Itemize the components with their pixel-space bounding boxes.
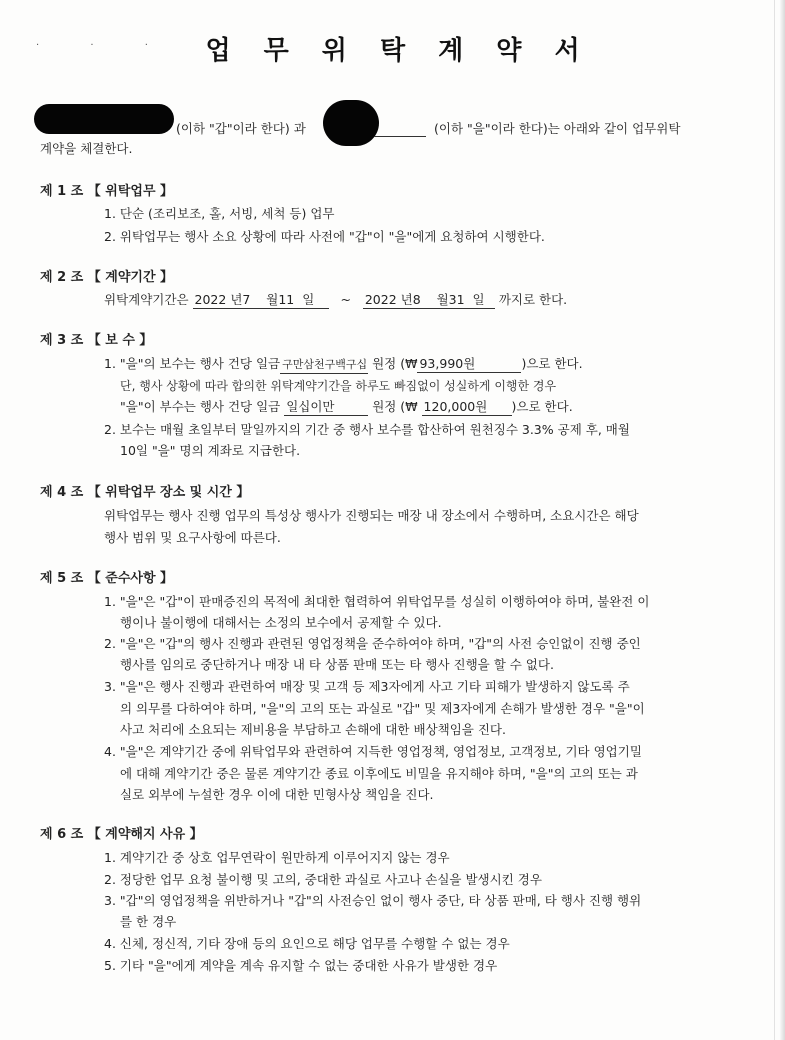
article-5-line-4: 행사를 임의로 중단하거나 매장 내 타 상품 판매 또는 타 행사 진행을 할 수 없다.: [120, 657, 554, 672]
article-5-line-8: 4. "을"은 계약기간 중에 위탁업무와 관련하여 지득한 영업정책, 영업정보, 고객정보, 기타 영업기밀: [104, 744, 642, 759]
article-4-line-2: 행사 범위 및 요구사항에 따른다.: [104, 530, 281, 545]
contract-end-date: 2022 년8 월31 일: [363, 292, 495, 309]
fee-amount-words: 구만삼천구백구십: [280, 357, 368, 374]
article-5-line-5: 3. "을"은 행사 진행과 관련하여 매장 및 고객 등 제3자에게 사고 기타 피해가 발생하지 않도록 주: [104, 679, 630, 694]
article-1-item-2: 2. 위탁업무는 행사 소요 상황에 따라 사전에 "갑"이 "을"에게 요청하여 시행한다.: [104, 229, 545, 244]
document-title: 업 무 위 탁 계 약 서: [205, 36, 592, 66]
redacted-party-b: [323, 100, 379, 146]
article-5-line-9: 에 대해 계약기간 중은 물론 계약기간 종료 이후에도 비밀을 유지해야 하며, "을"의 고의 또는 과: [120, 766, 638, 781]
article-5-heading: 제 5 조 【 준수사항 】: [40, 571, 174, 586]
bonus-amount-words: 일십이만: [284, 399, 368, 416]
article-5-line-7: 사고 처리에 소요되는 제비용을 부담하고 손해에 대한 배상책임을 진다.: [120, 722, 506, 737]
article-1-heading: 제 1 조 【 위탁업무 】: [40, 184, 174, 199]
fee-line-5: 10일 "을" 명의 계좌로 지급한다.: [120, 443, 301, 458]
intro-party-b-suffix: (이하 "을"이라 한다)는 아래와 같이 업무위탁: [434, 121, 681, 136]
contract-period-tail: 까지로 한다.: [498, 292, 568, 307]
intro-party-a-suffix: (이하 "갑"이라 한다) 과: [176, 121, 306, 136]
article-5-line-1: 1. "을"은 "갑"이 판매증진의 목적에 최대한 협력하여 위탁업무를 성실히 이행하여야 하며, 불완전 이: [104, 594, 650, 609]
article-6-line-6: 5. 기타 "을"에게 계약을 계속 유지할 수 없는 중대한 사유가 발생한 경우: [104, 958, 498, 973]
bonus-amount: 120,000원: [422, 399, 512, 416]
fee-line-1: 1. "을"의 보수는 행사 건당 일금 구만삼천구백구십 원정 (₩ 93,990원 )으로 한다.: [104, 356, 583, 374]
article-4-line-1: 위탁업무는 행사 진행 업무의 특성상 행사가 진행되는 매장 내 장소에서 수행하며, 소요시간은 해당: [104, 508, 639, 523]
contract-period-line: [104, 292, 567, 309]
redacted-party-a: [34, 104, 174, 134]
article-5-line-10: 실로 외부에 누설한 경우 이에 대한 민형사상 책임을 진다.: [120, 787, 434, 802]
scan-edge-shadow: [779, 0, 785, 1040]
article-4-heading: 제 4 조 【 위탁업무 장소 및 시간 】: [40, 485, 250, 500]
article-6-line-1: 1. 계약기간 중 상호 업무연락이 원만하게 이루어지지 않는 경우: [104, 850, 450, 865]
article-5-line-2: 행이나 불이행에 대해서는 소정의 보수에서 공제할 수 있다.: [120, 615, 442, 630]
article-6-line-4: 를 한 경우: [120, 914, 177, 929]
scan-speck: · · ·: [36, 40, 172, 51]
fee-amount: 93,990원: [417, 356, 521, 373]
date-range-tilde: ~: [340, 292, 351, 307]
article-2-heading: 제 2 조 【 계약기간 】: [40, 270, 174, 285]
fee-line-3: "을"이 부수는 행사 건당 일금 일십이만 원정 (₩ 120,000원 )으로 한다.: [120, 399, 573, 414]
article-3-heading: 제 3 조 【 보 수 】: [40, 333, 153, 348]
article-5-line-3: 2. "을"은 "갑"의 행사 진행과 관련된 영업정책을 준수하여야 하며, "갑"의 사전 승인없이 진행 중인: [104, 636, 641, 651]
article-5-line-6: 의 의무를 다하여야 하며, "을"의 고의 또는 과실로 "갑" 및 제3자에게 손해가 발생한 경우 "을"이: [120, 701, 645, 716]
fee-line-4: 2. 보수는 매월 초일부터 말일까지의 기간 중 행사 보수를 합산하여 원천징수 3.3% 공제 후, 매월: [104, 422, 630, 437]
party-b-blank: [374, 121, 426, 137]
article-6-heading: 제 6 조 【 계약해지 사유 】: [40, 827, 203, 842]
fee-line-2: 단, 행사 상황에 따라 합의한 위탁계약기간을 하루도 빠짐없이 성실하게 이행한 경우: [120, 379, 557, 393]
scan-edge-line: [774, 0, 775, 1040]
article-6-line-2: 2. 정당한 업무 요청 불이행 및 고의, 중대한 과실로 사고나 손실을 발생시킨 경우: [104, 872, 542, 887]
article-6-line-5: 4. 신체, 정신적, 기타 장애 등의 요인으로 해당 업무를 수행할 수 없는 경우: [104, 936, 510, 951]
article-1-item-1: 1. 단순 (조리보조, 홀, 서빙, 세척 등) 업무: [104, 206, 335, 221]
intro-line2: 계약을 체결한다.: [40, 141, 133, 156]
contract-period-label: 위탁계약기간은: [104, 292, 189, 307]
contract-start-date: 2022 년7 월11 일: [193, 292, 329, 309]
article-6-line-3: 3. "갑"의 영업정책을 위반하거나 "갑"의 사전승인 없이 행사 중단, 타 상품 판매, 타 행사 진행 행위: [104, 893, 642, 908]
